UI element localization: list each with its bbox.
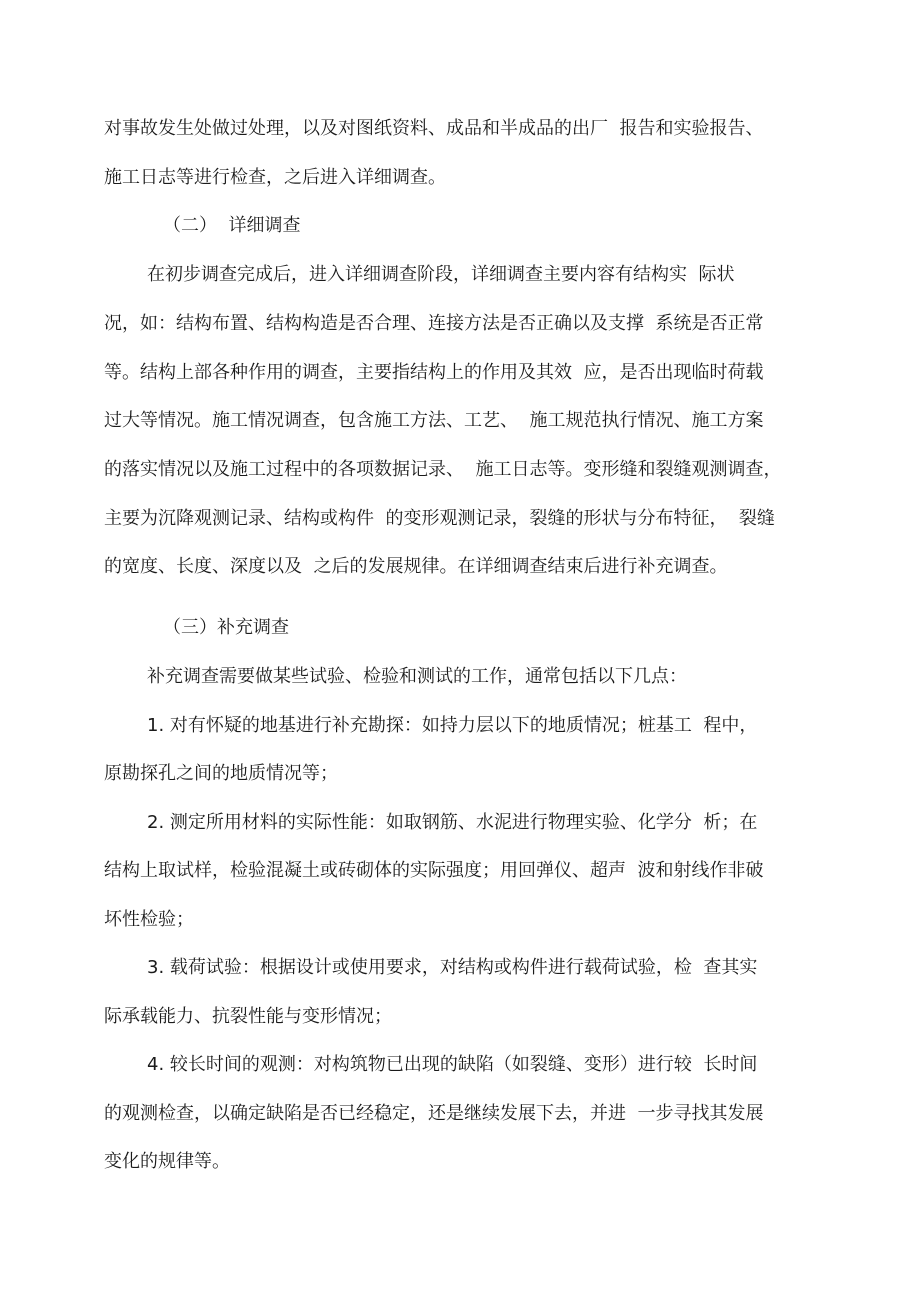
paragraph-line-3: 在初步调查完成后，进入详细调查阶段，详细调查主要内容有结构实 际状 [147, 264, 735, 285]
list-item-2-line-1: 2. 测定所用材料的实际性能：如取钢筋、水泥进行物理实验、化学分 析；在 [147, 812, 758, 833]
paragraph-line-6: 过大等情况。施工情况调查，包含施工方法、工艺、 施工规范执行情况、施工方案 [104, 410, 764, 431]
list-item-1-line-1: 1. 对有怀疑的地基进行补充勘探：如持力层以下的地质情况；桩基工 程中， [147, 715, 758, 736]
section-heading-2: （二） 详细调查 [163, 215, 301, 236]
list-item-3-line-1: 3. 载荷试验：根据设计或使用要求，对结构或构件进行载荷试验，检 查其实 [147, 957, 758, 978]
paragraph-line-7: 的落实情况以及施工过程中的各项数据记录、 施工日志等。变形缝和裂缝观测调查， [104, 459, 782, 480]
list-item-2-line-3: 坏性检验； [104, 909, 194, 930]
list-item-2-line-2: 结构上取试样，检验混凝土或砖砌体的实际强度；用回弹仪、超声 波和射线作非破 [104, 860, 764, 881]
paragraph-line-2: 施工日志等进行检查，之后进入详细调查。 [104, 167, 446, 188]
paragraph-line-8: 主要为沉降观测记录、结构或构件 的变形观测记录，裂缝的形状与分布特征， 裂缝 [104, 508, 775, 529]
list-item-4-line-2: 的观测检查，以确定缺陷是否已经稳定，还是继续发展下去，并进 一步寻找其发展 [104, 1103, 764, 1124]
paragraph-line-9: 的宽度、长度、深度以及 之后的发展规律。在详细调查结束后进行补充调查。 [104, 556, 728, 577]
list-item-4-line-3: 变化的规律等。 [104, 1151, 230, 1172]
paragraph-line-1: 对事故发生处做过处理，以及对图纸资料、成品和半成品的出厂 报告和实验报告、 [104, 118, 764, 139]
paragraph-line-4: 况，如：结构布置、结构构造是否合理、连接方法是否正确以及支撑 系统是否正常 [104, 313, 764, 334]
section-heading-3: （三）补充调查 [163, 617, 289, 638]
list-item-4-line-1: 4. 较长时间的观测：对构筑物已出现的缺陷（如裂缝、变形）进行较 长时间 [147, 1054, 758, 1075]
list-item-1-line-2: 原勘探孔之间的地质情况等； [104, 763, 338, 784]
paragraph-line-10: 补充调查需要做某些试验、检验和测试的工作，通常包括以下几点： [147, 666, 687, 687]
list-item-3-line-2: 际承载能力、抗裂性能与变形情况； [104, 1006, 392, 1027]
paragraph-line-5: 等。结构上部各种作用的调查，主要指结构上的作用及其效 应，是否出现临时荷载 [104, 362, 764, 383]
